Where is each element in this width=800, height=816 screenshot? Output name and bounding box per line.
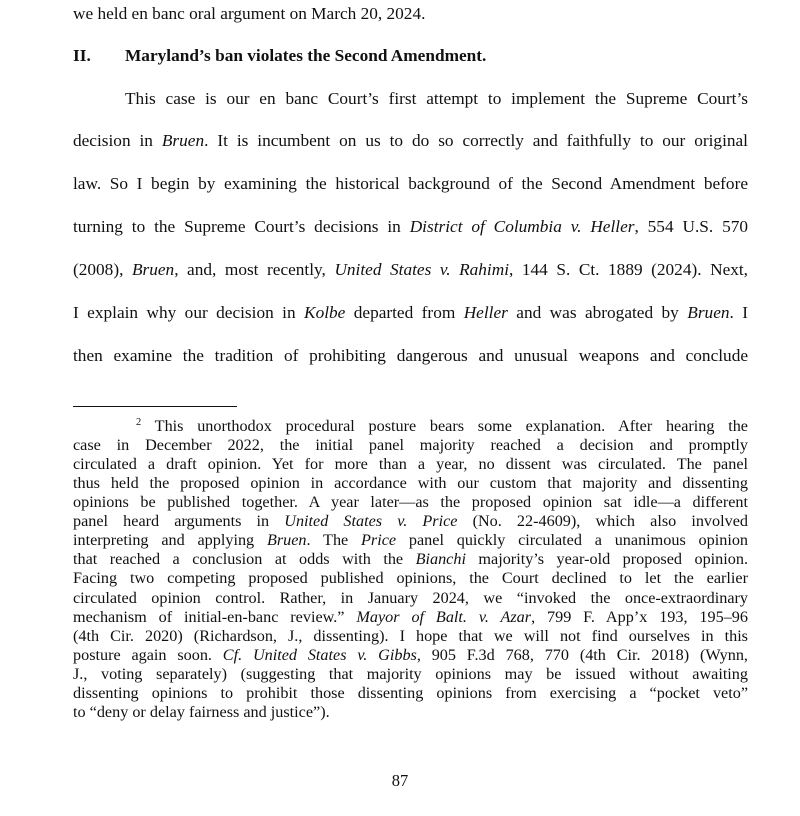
footnote-line: $^2$ This unorthodox procedural posture bears some explanation. After hearing the — [136, 417, 748, 435]
page-number: 87 — [391, 771, 409, 790]
footnote-line: to “deny or delay fairness and justice”). — [73, 702, 330, 721]
paragraph-top-line: we held en banc oral argument on March 20, 2024. — [73, 4, 426, 23]
footnote-line: dissenting opinions to prohibit those dissenting opinions from exercising a “pocket veto” — [73, 683, 748, 702]
footnote-line: circulated opinion control. Rather, in January 2024, we “invoked the once-extraordinary — [73, 588, 748, 607]
footnote-line: Facing two competing proposed published opinions, the Court declined to let the earlier — [73, 569, 748, 588]
section-heading — [73, 46, 486, 66]
body-line: then examine the tradition of prohibiting dangerous and unusual weapons and conclude — [73, 346, 748, 365]
footnote-line: thus held the proposed opinion in accordance with our custom that majority and dissenting — [73, 474, 748, 493]
footnote-line: that reached a conclusion at odds with the Bianchi majority’s year-old proposed opinion. — [73, 550, 748, 569]
body-line: decision in Bruen. It is incumbent on us to do so correctly and faithfully to our original — [73, 131, 748, 150]
body-line: law. So I begin by examining the historical background of the Second Amendment before — [73, 174, 748, 193]
body-line: I explain why our decision in Kolbe departed from Heller and was abrogated by Bruen. I — [73, 303, 749, 322]
footnote-line: posture again soon. Cf. United States v. Gibbs, 905 F.3d 768, 770 (4th Cir. 2018) (Wynn, — [73, 645, 748, 664]
footnote-line: panel heard arguments in United States v. Price (No. 22-4609), which also involved — [73, 512, 748, 531]
footnote-line: interpreting and applying Bruen. The Price panel quickly circulated a unanimous opinion — [73, 531, 749, 550]
footnote-line: circulated a draft opinion. Yet for more than a year, no dissent was circulated. The panel — [73, 455, 748, 474]
body-line: This case is our en banc Court’s first attempt to implement the Supreme Court’s — [125, 89, 748, 108]
body-line: turning to the Supreme Court’s decisions in District of Columbia v. Heller, 554 U.S. 570 — [73, 217, 748, 236]
footnote-line: (4th Cir. 2020) (Richardson, J., dissenting). I hope that we will not find ourselves in this — [73, 626, 748, 645]
footnote-line: J., voting separately) (suggesting that majority opinions may be issued without awaiting — [73, 664, 748, 683]
footnote-line: mechanism of initial-en-banc review.” Mayor of Balt. v. Azar, 799 F. App’x 193, 195–96 — [73, 607, 748, 626]
footnote-separator — [73, 406, 237, 407]
footnote-line: opinions be published together. A year later—as the proposed opinion sat idle—a different — [73, 493, 748, 512]
footnote-marker: 2 — [136, 417, 142, 428]
section-number: II. — [73, 46, 91, 65]
footnote-line: case in December 2022, the initial panel majority reached a decision and promptly — [73, 436, 748, 455]
body-line: (2008), Bruen, and, most recently, United States v. Rahimi, 144 S. Ct. 1889 (2024). Next, — [73, 260, 749, 279]
section-title: Maryland’s ban violates the Second Amendment. — [125, 46, 487, 65]
